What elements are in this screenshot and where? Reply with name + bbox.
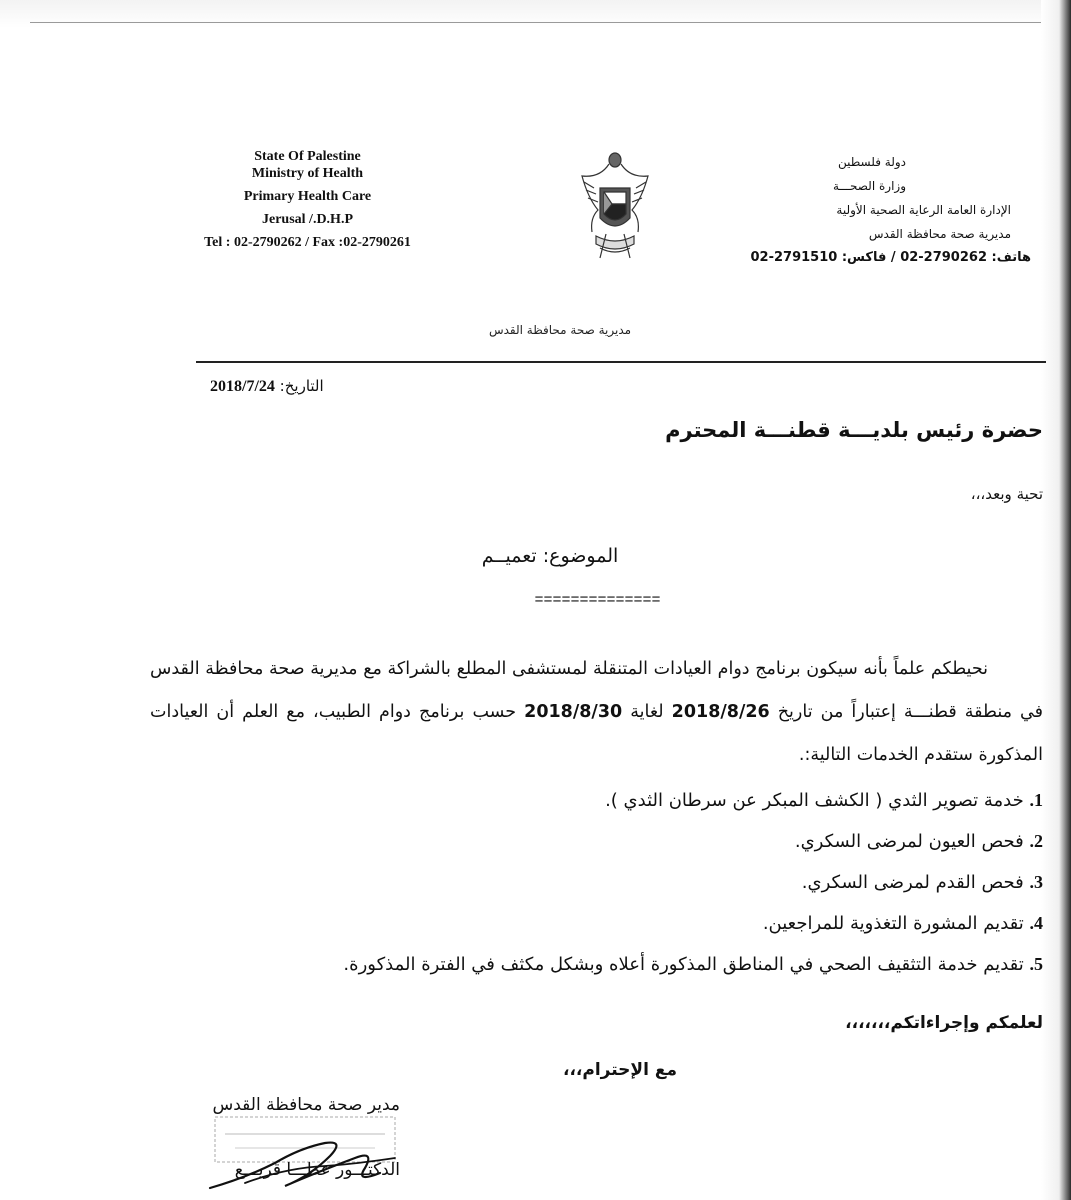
closing-line: لعلمكم وإجراءاتكم،،،،،،، — [845, 1013, 1043, 1033]
letter-date — [210, 377, 324, 396]
fax-label-ar: / فاكس: — [841, 250, 896, 265]
until-word: لغاية — [630, 702, 664, 722]
greeting: تحية وبعد،،، — [970, 485, 1043, 503]
contact-en: Tel : 02-2790262 / Fax :02-2790261 — [204, 235, 411, 250]
paragraph-part2: حسب برنامج دوام الطبيب، مع العلم أن العيادات المذكورة ستقدم الخدمات التالية:. — [150, 702, 1043, 765]
subject-heading: الموضوع: تعميــم — [481, 545, 619, 567]
scan-top-edge — [0, 0, 1071, 28]
date-label: التاريخ: — [279, 377, 324, 395]
signatory-title: مدير صحة محافظة القدس — [212, 1095, 400, 1115]
list-item: 2. فحص العيون لمرضى السكري. — [794, 831, 1043, 852]
directorate-name-en: Jerusal /.D.H.P — [262, 212, 353, 227]
scan-right-edge — [1041, 0, 1071, 1200]
body-paragraph — [150, 648, 1043, 777]
contact-ar — [721, 246, 1031, 270]
letterhead-arabic — [721, 150, 1031, 270]
regards-line: مع الإحترام،،، — [563, 1060, 677, 1080]
list-item: 1. خدمة تصوير الثدي ( الكشف المبكر عن سرطان الثدي ). — [605, 790, 1043, 811]
letterhead-english — [175, 145, 440, 254]
end-date: 2018/8/30 — [524, 702, 623, 722]
list-item: 5. تقديم خدمة التثقيف الصحي في المناطق المذكورة أعلاه وبشكل مكثف في الفترة المذكورة. — [343, 954, 1043, 975]
start-date: 2018/8/26 — [671, 702, 770, 722]
department-name-ar: الإدارة العامة الرعاية الصحية الأولية — [836, 203, 1011, 217]
state-name-en: State Of Palestine — [254, 149, 361, 164]
ministry-name-en: Ministry of Health — [251, 166, 364, 181]
fax-number: 02-2791510 — [750, 250, 838, 265]
palestine-eagle-emblem-icon — [570, 148, 660, 268]
contact-label-ar: هاتف: — [991, 250, 1031, 265]
department-name-en: Primary Health Care — [243, 189, 372, 204]
list-item: 4. تقديم المشورة التغذوية للمراجعين. — [762, 913, 1043, 934]
scan-artifact-line — [30, 22, 1041, 23]
directorate-name-ar: مديرية صحة محافظة القدس — [868, 227, 1011, 241]
signatory-name: الدكتـــور عطـــا قريـــع — [234, 1160, 400, 1180]
services-list — [150, 780, 1043, 985]
state-name-ar: دولة فلسطين — [837, 155, 906, 169]
phone-number: 02-2790262 — [900, 250, 987, 265]
subject-underline: ============== — [534, 592, 661, 609]
header-divider — [196, 361, 1046, 363]
addressee: حضرة رئيس بلديـــة قطنـــة المحترم — [665, 418, 1043, 442]
ministry-name-ar: وزارة الصحـــة — [833, 179, 906, 193]
date-value: 2018/7/24 — [210, 378, 275, 395]
directorate-caption: مديرية صحة محافظة القدس — [488, 323, 632, 337]
list-item: 3. فحص القدم لمرضى السكري. — [801, 872, 1043, 893]
paragraph-part1: نحيطكم علماً بأنه سيكون برنامج دوام العيادات المتنقلة لمستشفى المطلع بالشراكة مع مديرية صحة محافظة القدس في منطقة قطنـــة إعتباراً من تاريخ — [150, 659, 1043, 722]
